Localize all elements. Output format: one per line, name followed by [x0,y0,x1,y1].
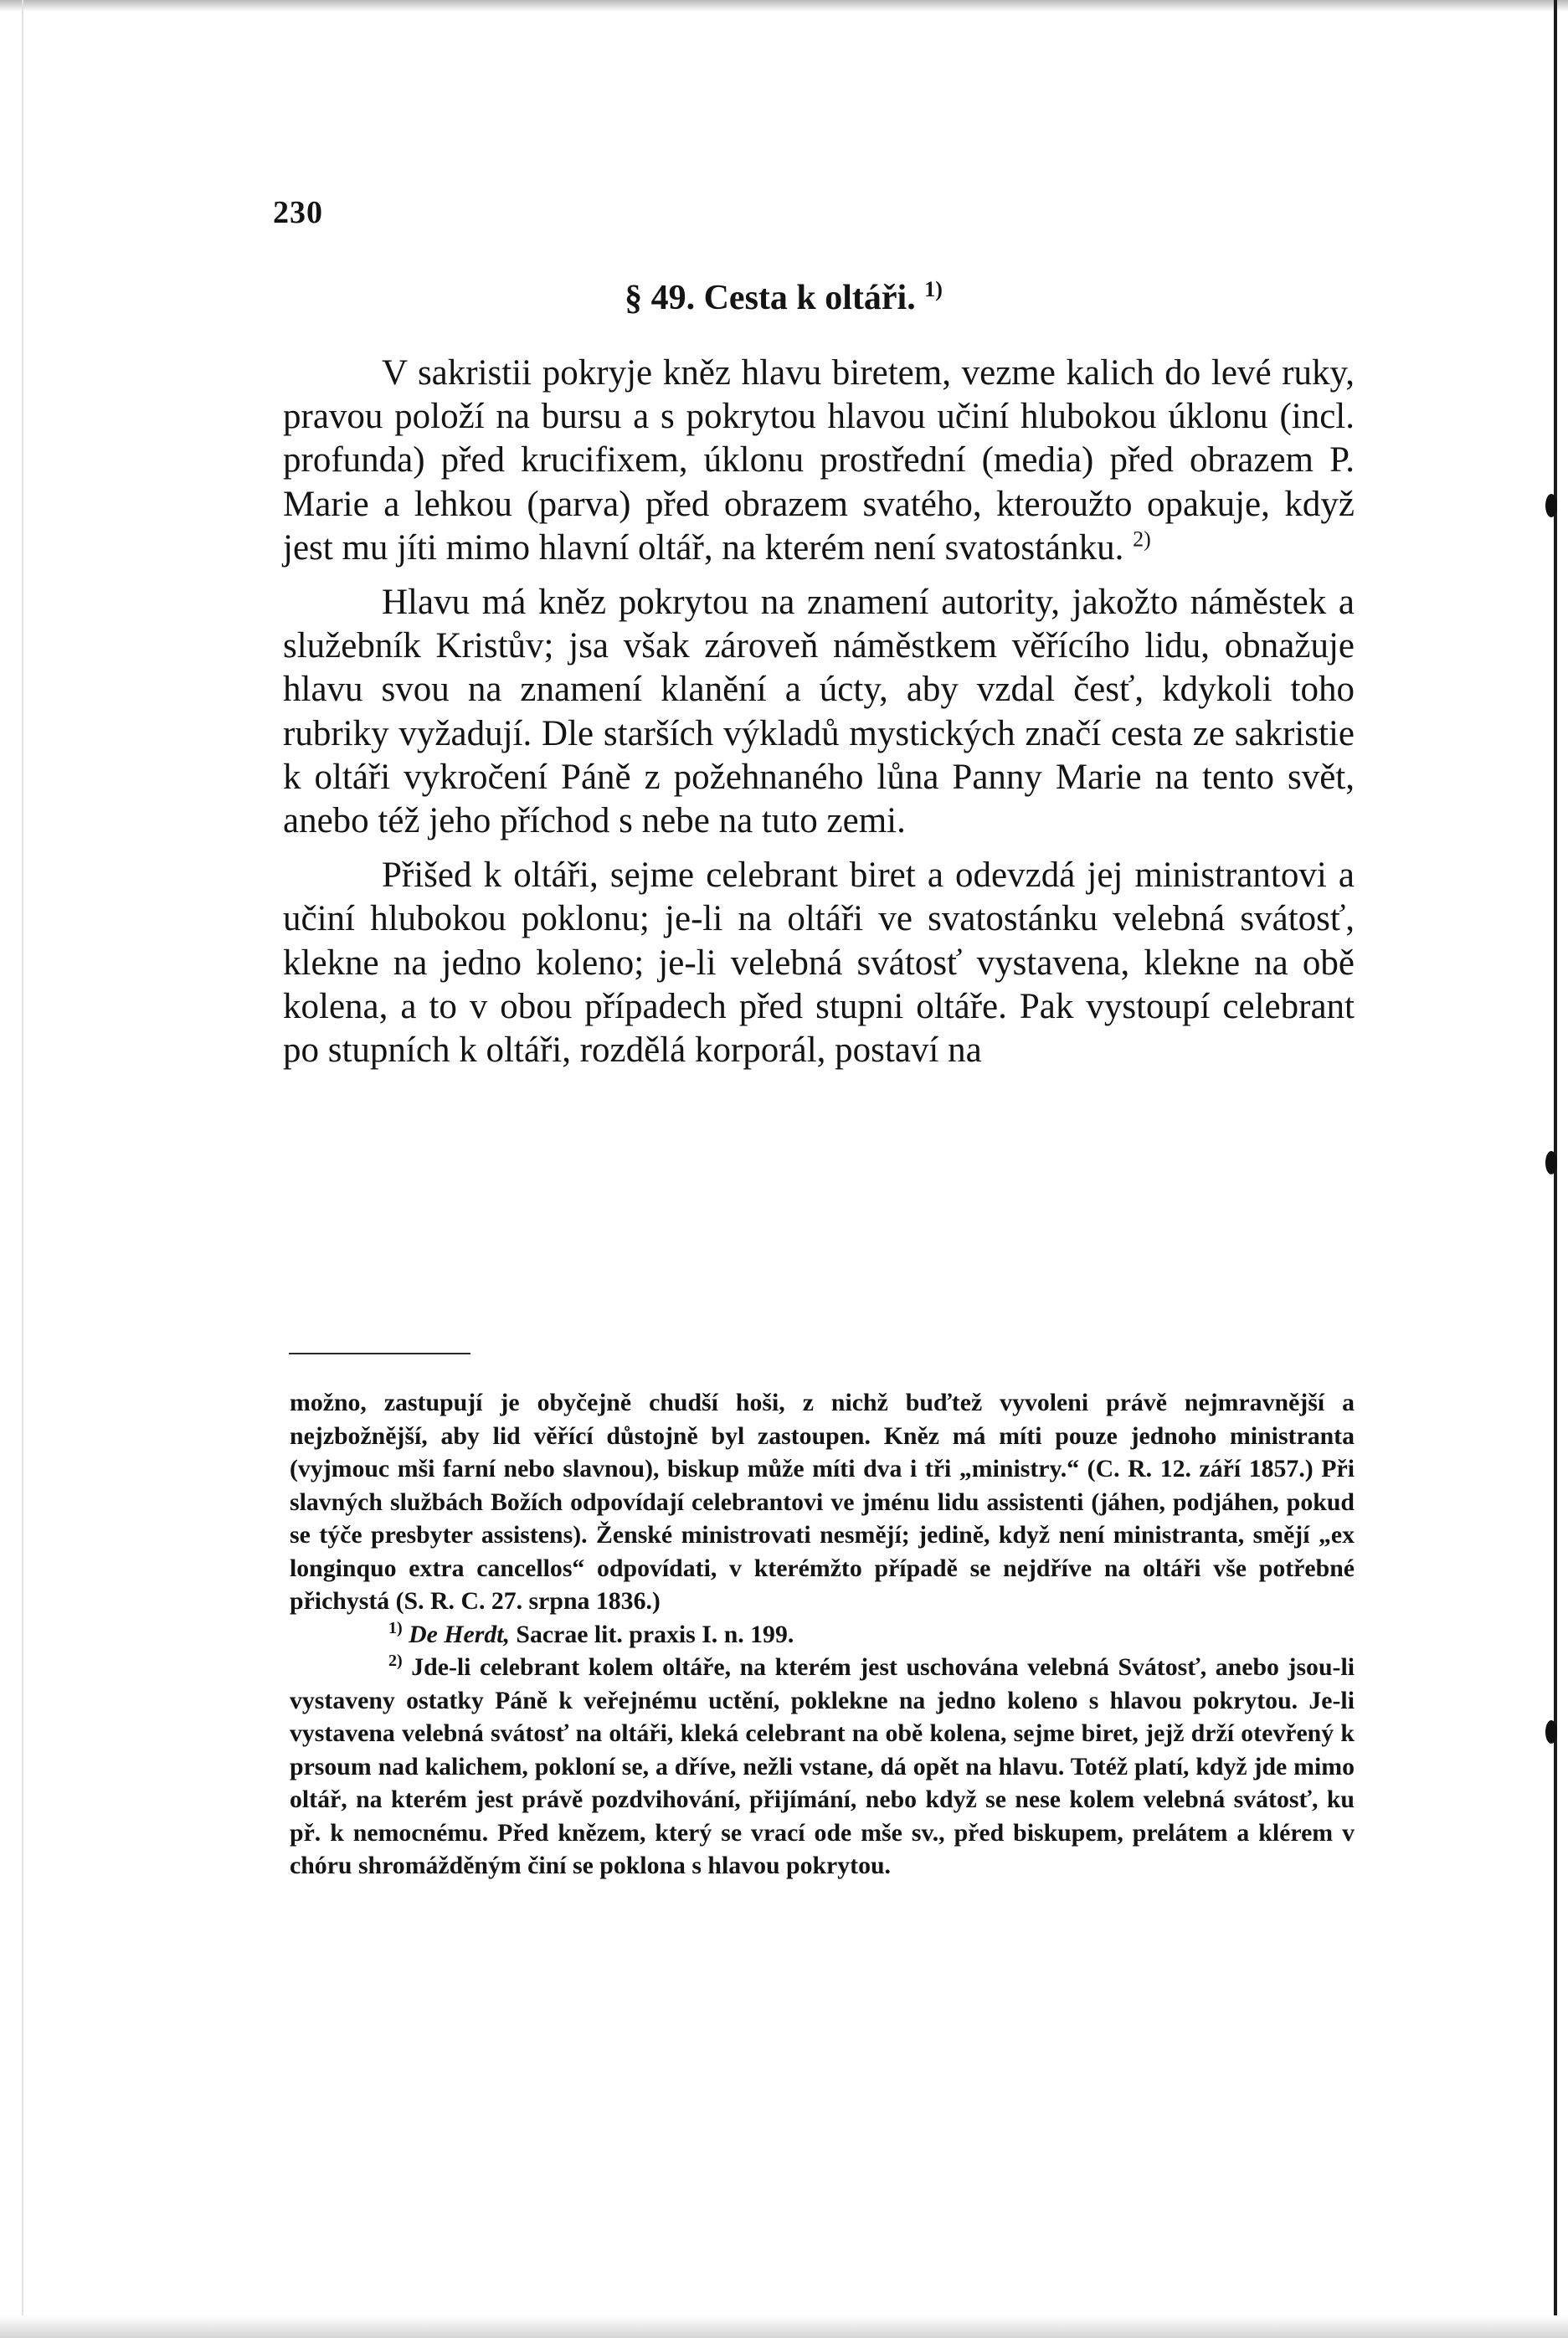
scan-bottom-edge [0,2315,1568,2338]
footnote-ref-1: 1) [924,277,943,301]
paragraph-2: Hlavu má kněz pokrytou na znamení autority, jakožto náměstek a služebník Kristův; jsa však zároveň náměstkem věřícího lidu, obnažuje hlavu svou na znamení klanění a úcty, aby vzdal česť, kdykoli toho rubriky vyžadují. Dle starších výkladů mystických značí cesta ze sakristie k oltáři vykročení Páně z požehnaného lůna Panny Marie na tento svět, anebo též jeho příchod s nebe na tuto zemi. [283,583,1355,841]
scan-top-edge [0,0,1568,12]
paragraph-1-text: V sakristii pokryje kněz hlavu biretem, vezme kalich do levé ruky, pravou položí na bursu a s pokrytou hlavou učiní hlubokou úklonu (incl. profunda) před krucifixem, úklonu prostřední (media) před obrazem P. Marie a lehkou (parva) před obrazem svatého, kteroužto opakuje, když jest mu jíti mimo hlavní oltář, na kterém není svatostánku. [283,353,1355,568]
footnote-1-author: De Herdt, [409,1620,510,1648]
main-text [283,352,1355,1083]
footnote-1 [290,1618,1355,1652]
paragraph-1 [283,352,1355,570]
scan-left-fold [22,0,23,2338]
footnote-divider [289,1353,470,1354]
footnote-2-marker: 2) [388,1652,403,1671]
footnote-2-text: Jde-li celebrant kolem oltáře, na kterém jest uschována velebná Svátosť, anebo jsou-li vystaveny ostatky Páně k veřejnému uctění, poklekne na jedno koleno s hlavou pokrytou. Je-li vystavena velebná svátosť na oltáři, kleká celebrant na obě kolena, sejme biret, jejž drží otevřený k prsoum nad kalichem, pokloní se, a dříve, nežli vstane, dá opět na hlavu. Totéž platí, když jde mimo oltář, na kterém jest právě pozdvihování, přijímání, nebo když se nese kolem velebná svátosť, ku př. k nemocnému. Před knězem, který se vrací ode mše sv., před biskupem, prelátem a klérem v chóru shromážděným činí se poklona s hlavou pokrytou. [290,1653,1355,1879]
footnote-2 [290,1651,1355,1883]
footnote-continuation: možno, zastupují je obyčejně chudší hoši, z nichž buďtež vyvoleni právě nejmravnější a nejzbožnější, aby lid věřící důstojně byl zastoupen. Kněz má míti pouze jednoho ministranta (vyjmouc mši farní nebo slavnou), biskup může míti dva i tři „ministry.“ (C. R. 12. září 1857.) Při slavných službách Božích odpovídají celebrantovi ve jménu lidu assistenti (jáhen, podjáhen, pokud se týče presbyter assistens). Ženské ministrovati nesmějí; jedině, když není ministranta, smějí „ex longinquo extra cancellos“ odpovídati, v kterémžto případě se nejdříve na oltáři vše potřebné přichystá (S. R. C. 27. srpna 1836.) [290,1389,1355,1615]
section-heading [281,278,1286,318]
paragraph-3: Přišed k oltáři, sejme celebrant biret a odevzdá jej ministrantovi a učiní hlubokou poklonu; je-li na oltáři ve svatostánku velebná svátosť, klekne na jedno koleno; je-li velebná svátosť vystavena, klekne na obě kolena, a to v obou případech před stupni oltáře. Pak vystoupí celebrant po stupních k oltáři, rozdělá korporál, postaví na [283,856,1355,1071]
footnotes [290,1386,1355,1883]
footnote-1-text: Sacrae lit. praxis I. n. 199. [516,1620,794,1648]
binding-mark [1545,1720,1557,1744]
section-heading-text: § 49. Cesta k oltáři. [625,279,916,317]
page-number: 230 [273,195,323,230]
binding-mark [1545,1151,1557,1174]
footnote-1-marker: 1) [388,1618,403,1637]
binding-mark [1545,494,1557,517]
footnote-ref-2: 2) [1133,527,1151,552]
